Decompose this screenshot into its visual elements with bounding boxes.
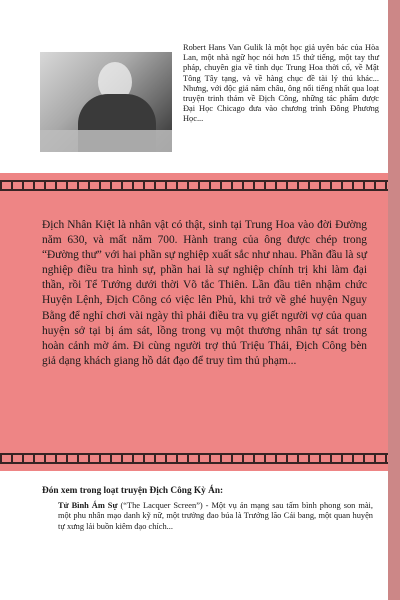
book-title: Tử Bình Ám Sự bbox=[58, 501, 118, 510]
synopsis-text: Địch Nhân Kiệt là nhân vật có thật, sinh tại Trung Hoa vào đời Đường năm 630, và mất năm 700. Hành trang của ông được chép trong “Đường thư” với hai phần sự nghiệp xuất sắc như nhau. Phần đầu là sự nghiệp điều tra hình sự, phần hai là sự nghiệp chính trị khi làm đại thần, rồi Tể Tướng dưới thời Võ tắc Thiên. Lần đầu tiên nhậm chức Huyện Lệnh, Địch Công có việc lên Phủ, khi trở về ghé huyện Nguy Bằng để nghỉ chơi vài ngày thì phải điều tra vụ giết người vợ của quan huyện sở tại bị ám sát, lồng trong vụ một thương nhân tự sát trong hoàn cảnh mờ ám. Đi cùng người trợ thủ Triệu Thái, Địch Công bèn giả dạng khách giang hồ dát đạo để truy tìm thủ phạm... bbox=[42, 219, 367, 367]
see-also-text bbox=[58, 501, 373, 532]
photo-desk bbox=[40, 130, 172, 152]
see-also-title: Đón xem trong loạt truyện Địch Công Kỳ Án: bbox=[42, 486, 224, 496]
book-description: - Một vụ án mạng sau tấm bình phong son mài, một phu nhân mạo danh kỹ nữ, một trưởng đao búa là Trưởng lão Cái bang, một quan huyện tự xưng lải buồn kiêm đạo chích... bbox=[58, 501, 373, 531]
spine-strip bbox=[388, 0, 400, 600]
greek-key-border-top bbox=[0, 180, 388, 191]
greek-key-border-bottom bbox=[0, 453, 388, 464]
author-bio: Robert Hans Van Gulik là một học giả uyên bác của Hòa Lan, một nhà ngữ học nói hơn 15 thứ tiếng, một tay thư pháp, chuyên gia về tình dục Trung Hoa thời cổ, về Mật Tông Tây tạng, và về hàng chục đề tài lý thú khác... Nhưng, với độc giả năm châu, ông nổi tiếng nhất qua loạt truyện trinh thám về Địch Công, những tác phẩm được Đại Học Chicago đưa vào chương trình Đông Phương Học... bbox=[183, 43, 379, 124]
book-english-title: (“The Lacquer Screen”) bbox=[117, 501, 203, 510]
author-photo bbox=[40, 52, 172, 152]
